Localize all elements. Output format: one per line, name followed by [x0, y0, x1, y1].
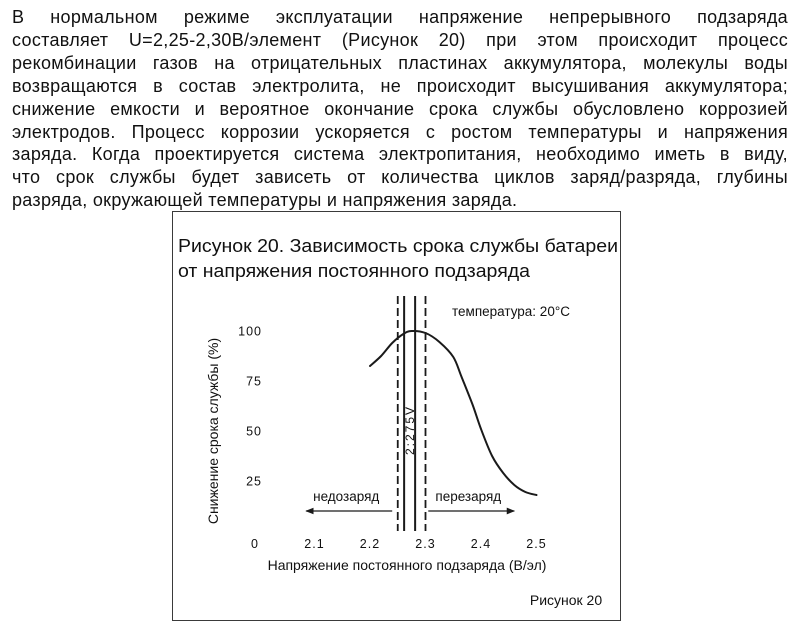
paragraph-line: электродов. Процесс коррозии ускоряется с ростом температуры и напряжения	[12, 121, 788, 142]
chart-title-line-2: от напряжения постоянного подзаряда	[178, 260, 531, 281]
body-paragraph	[12, 6, 788, 212]
y-axis-label: Снижение срока службы (%)	[205, 337, 221, 525]
paragraph-line: В нормальном режиме эксплуатации напряжение непрерывного подзаряда	[12, 7, 788, 27]
paragraph-line: снижение емкости и вероятное окончание срока службы обусловлено коррозией	[12, 98, 788, 119]
nominal-voltage-label: 2:275V	[402, 404, 417, 456]
x-tick-label: 2.1	[304, 537, 325, 551]
battery-life-chart	[172, 210, 622, 624]
paragraph-line: разряда, окружающей температуры и напряжения заряда.	[12, 190, 518, 211]
x-tick-label: 2.5	[526, 537, 547, 551]
x-tick-labels	[251, 537, 547, 551]
life-curve	[370, 331, 537, 495]
y-tick-label: 100	[238, 324, 262, 339]
charge-regions	[306, 489, 514, 511]
y-tick-label: 25	[246, 474, 262, 489]
y-tick-labels	[238, 325, 262, 489]
paragraph-line: возвращаются в состав электролита, не происходит высушивания аккумулятора;	[12, 75, 788, 96]
x-tick-label: 2.4	[470, 537, 492, 551]
x-origin-label: 0	[251, 537, 259, 551]
paragraph-line: составляет U=2,25-2,30В/элемент (Рисунок 20) при этом происходит процесс	[12, 29, 788, 50]
chart-title-line-1: Рисунок 20. Зависимость срока службы батареи	[178, 235, 618, 256]
figure-caption: Рисунок 20	[529, 592, 603, 608]
x-tick-label: 2.2	[359, 537, 381, 551]
paragraph-line: рекомбинации газов на отрицательных пластинах аккумулятора, молекулы воды	[12, 52, 788, 73]
y-tick-label: 75	[246, 374, 262, 389]
undercharge-label: недозаряд	[313, 489, 380, 504]
temperature-note: температура: 20°C	[452, 304, 570, 319]
x-axis-label: Напряжение постоянного подзаряда (В/эл)	[267, 557, 547, 573]
paragraph-line: заряда. Когда проектируется система электропитания, необходимо иметь в виду,	[12, 144, 788, 165]
y-tick-label: 50	[246, 424, 262, 439]
paragraph-line: что срок службы будет зависеть от количества циклов заряд/разряда, глубины	[12, 167, 788, 188]
x-tick-label: 2.3	[415, 537, 436, 551]
overcharge-label: перезаряд	[435, 489, 502, 504]
